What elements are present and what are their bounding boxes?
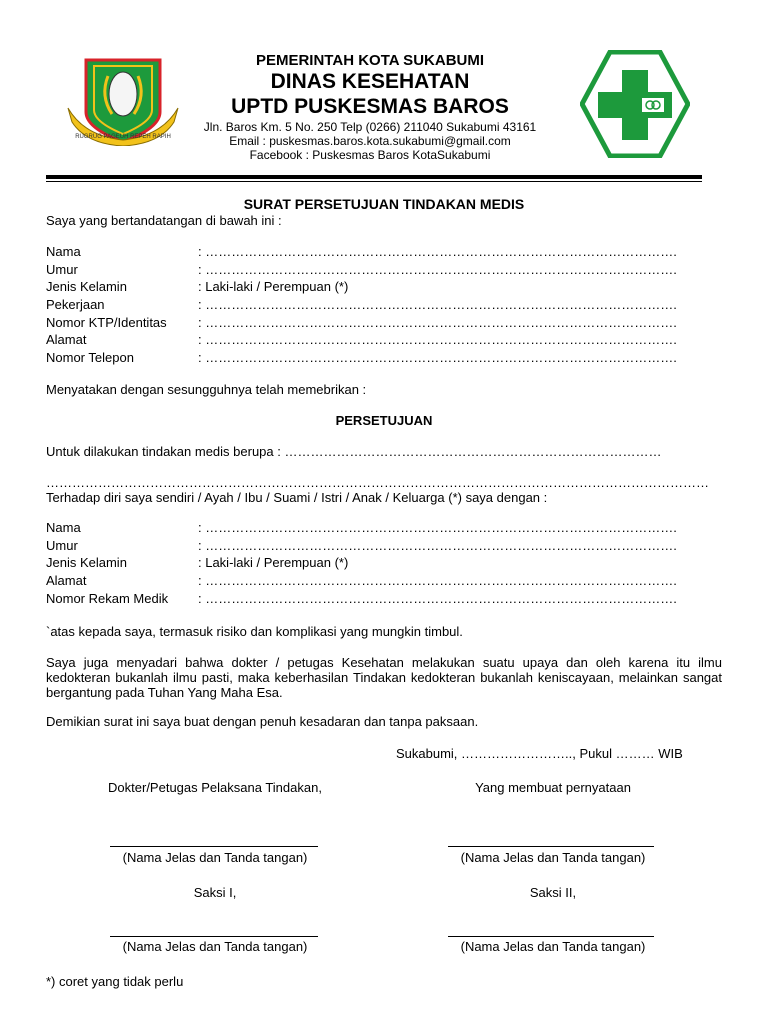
header-divider-thin <box>46 181 702 182</box>
facebook: Facebook : Puskesmas Baros KotaSukabumi <box>249 148 491 162</box>
field-label: Pekerjaan <box>46 297 105 312</box>
email: Email : puskesmas.baros.kota.sukabumi@gmail.com <box>229 134 511 148</box>
address: Jln. Baros Km. 5 No. 250 Telp (0266) 211040 Sukabumi 43161 <box>203 120 537 134</box>
emblem-motto: RUGRUG PAGEUH REPEH RAPIH <box>75 134 171 140</box>
awareness-paragraph: Saya juga menyadari bahwa dokter / petugas Kesehatan melakukan suatu upaya dan oleh karena itu ilmu kedokteran bukanlah ilmu pasti, maka keberhasilan Tindakan kedokteran bukanlah keniscayaan, melainkan sangat bergantung pada Tuhan Yang Maha Esa. <box>46 655 722 700</box>
field-label: Alamat <box>46 332 87 347</box>
medical-action-continuation[interactable]: ……………………………………………………………………………………………………………………………………… <box>46 476 709 489</box>
field-value[interactable]: : ………………………………………………………………………………………………. <box>198 591 677 606</box>
field-label: Umur <box>46 262 78 277</box>
government-name: PEMERINTAH KOTA SUKABUMI <box>255 52 485 69</box>
maker-signature-line[interactable] <box>448 846 654 847</box>
field-label: Nama <box>46 520 81 535</box>
consent-heading: PERSETUJUAN <box>335 413 433 428</box>
field-label: Umur <box>46 538 78 553</box>
field-label: Nomor Rekam Medik <box>46 591 169 606</box>
medical-action-line[interactable]: Untuk dilakukan tindakan medis berupa : …………………………………………………………………………… <box>46 444 662 459</box>
field-value[interactable]: : ………………………………………………………………………………………………. <box>198 350 677 365</box>
field-value[interactable]: : ………………………………………………………………………………………………. <box>198 332 677 347</box>
footnote: *) coret yang tidak perlu <box>46 974 184 989</box>
field-value[interactable]: : ………………………………………………………………………………………………. <box>198 262 677 277</box>
field-label: Nomor KTP/Identitas <box>46 315 167 330</box>
field-value[interactable]: : ………………………………………………………………………………………………. <box>198 520 677 535</box>
field-label: Jenis Kelamin <box>46 279 127 294</box>
maker-sign-title: Yang membuat pernyataan <box>475 780 631 795</box>
witness1-name-sign: (Nama Jelas dan Tanda tangan) <box>122 939 308 954</box>
relation-text: Terhadap diri saya sendiri / Ayah / Ibu / Suami / Istri / Anak / Keluarga (*) saya dengan : <box>46 490 548 505</box>
witness1-title: Saksi I, <box>193 885 237 900</box>
field-value[interactable]: : ………………………………………………………………………………………………. <box>198 297 677 312</box>
doctor-signature-line[interactable] <box>110 846 318 847</box>
puskesmas-logo <box>580 50 690 158</box>
closing-statement: Demikian surat ini saya buat dengan penuh kesadaran dan tanpa paksaan. <box>46 714 479 729</box>
doctor-sign-title: Dokter/Petugas Pelaksana Tindakan, <box>108 780 322 795</box>
field-label: Jenis Kelamin <box>46 555 127 570</box>
field-value[interactable]: : Laki-laki / Perempuan (*) <box>198 555 349 570</box>
maker-name-sign: (Nama Jelas dan Tanda tangan) <box>460 850 646 865</box>
field-value[interactable]: : Laki-laki / Perempuan (*) <box>198 279 349 294</box>
field-value[interactable]: : ………………………………………………………………………………………………. <box>198 573 677 588</box>
place-date-time[interactable]: Sukabumi, …………………….., Pukul ……… WIB <box>396 746 683 761</box>
witness2-signature-line[interactable] <box>448 936 654 937</box>
city-emblem-logo <box>64 56 182 146</box>
field-value[interactable]: : ………………………………………………………………………………………………. <box>198 244 677 259</box>
puskesmas-name: UPTD PUSKESMAS BAROS <box>231 95 509 118</box>
declaration-text: Menyatakan dengan sesungguhnya telah memebrikan : <box>46 382 367 397</box>
witness2-name-sign: (Nama Jelas dan Tanda tangan) <box>460 939 646 954</box>
department-name: DINAS KESEHATAN <box>270 70 470 93</box>
doctor-name-sign: (Nama Jelas dan Tanda tangan) <box>122 850 308 865</box>
field-value[interactable]: : ………………………………………………………………………………………………. <box>198 538 677 553</box>
risk-statement: `atas kepada saya, termasuk risiko dan komplikasi yang mungkin timbul. <box>46 624 463 639</box>
header-divider-thick <box>46 175 702 179</box>
intro-text: Saya yang bertandatangan di bawah ini : <box>46 213 282 228</box>
field-label: Alamat <box>46 573 87 588</box>
field-value[interactable]: : ………………………………………………………………………………………………. <box>198 315 677 330</box>
witness2-title: Saksi II, <box>529 885 577 900</box>
field-label: Nomor Telepon <box>46 350 134 365</box>
document-title: SURAT PERSETUJUAN TINDAKAN MEDIS <box>243 196 525 212</box>
witness1-signature-line[interactable] <box>110 936 318 937</box>
field-label: Nama <box>46 244 81 259</box>
